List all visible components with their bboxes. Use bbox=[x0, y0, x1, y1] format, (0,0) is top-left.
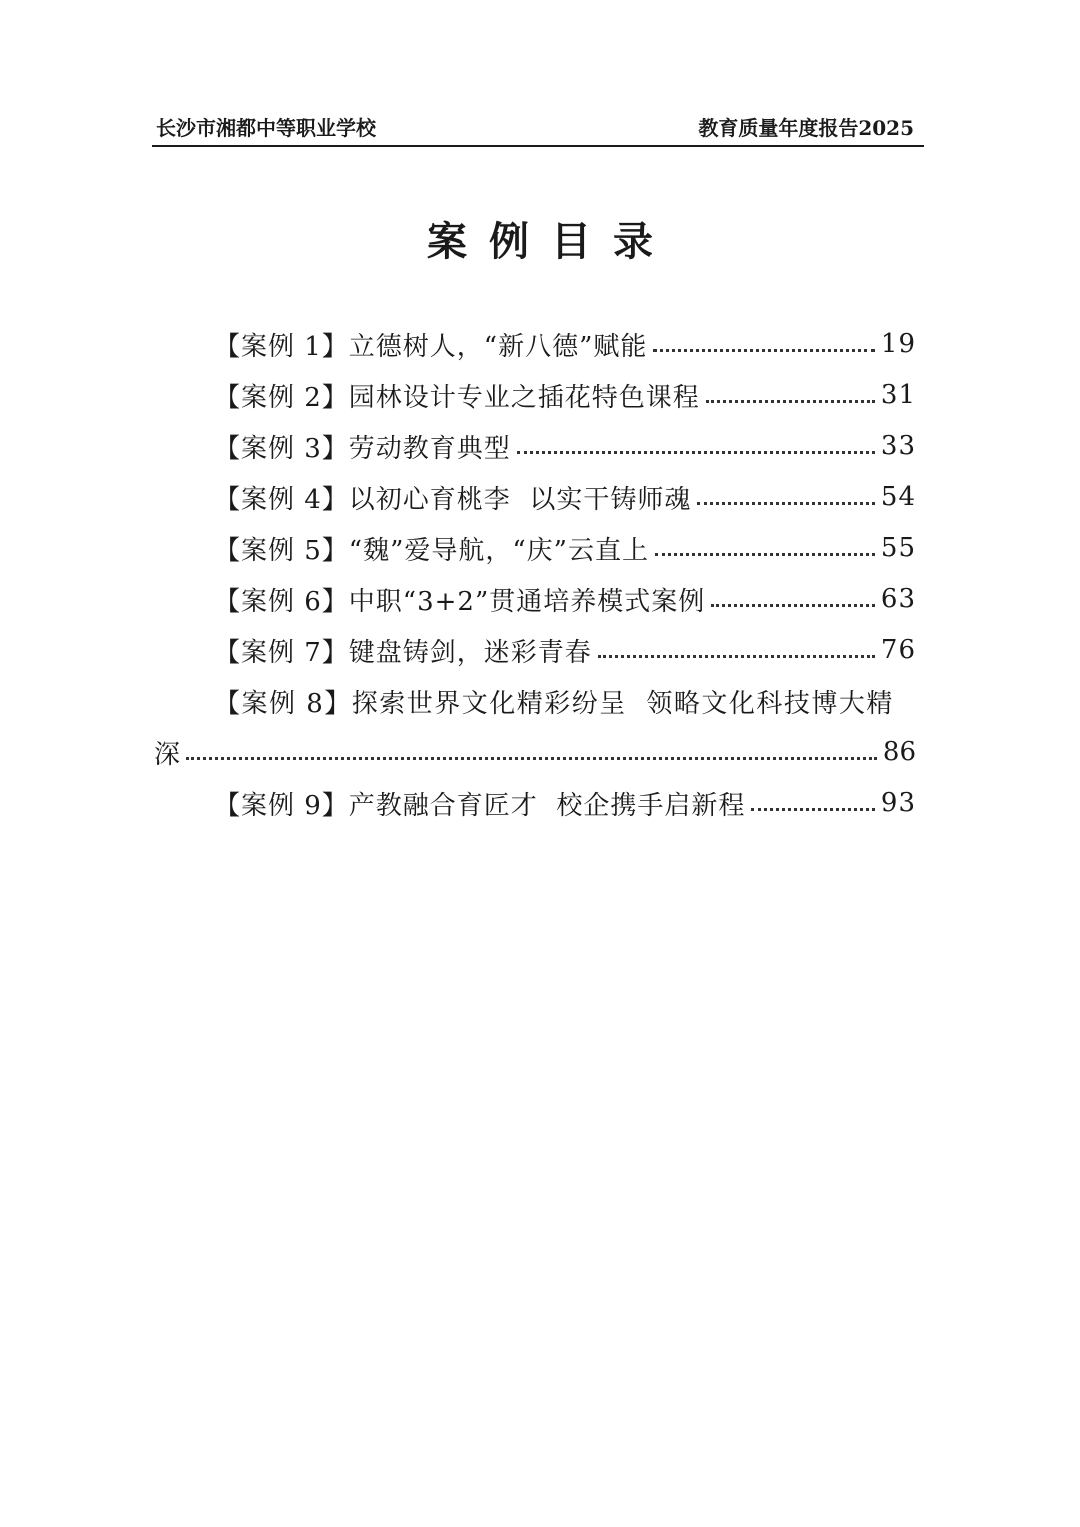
dot-leader bbox=[711, 604, 875, 607]
toc-entry-label: 【案例 5】“魏”爱导航，“庆”云直上 bbox=[214, 535, 649, 566]
dot-leader bbox=[655, 553, 875, 556]
dot-leader bbox=[653, 349, 875, 352]
toc-entry-label: 【案例 1】立德树人，“新八德”赋能 bbox=[214, 331, 648, 362]
toc-entry-page: 33 bbox=[880, 431, 916, 461]
report-title: 教育质量年度报告2025 bbox=[698, 116, 914, 140]
toc-entry-5[interactable] bbox=[214, 526, 916, 570]
toc-entry-page: 55 bbox=[880, 533, 916, 563]
toc-entry-3[interactable] bbox=[214, 424, 916, 468]
toc-entry-7[interactable] bbox=[214, 628, 916, 672]
toc-entry-4[interactable] bbox=[214, 475, 916, 519]
toc-entry-8[interactable] bbox=[214, 679, 934, 723]
page-header bbox=[152, 112, 924, 144]
toc-entry-8-continuation[interactable] bbox=[154, 730, 916, 774]
toc-entry-label: 【案例 3】劳动教育典型 bbox=[214, 433, 511, 464]
dot-leader bbox=[598, 655, 875, 658]
toc-entry-page: 76 bbox=[880, 635, 916, 665]
header-divider bbox=[152, 145, 924, 147]
toc-entry-6[interactable] bbox=[214, 577, 916, 621]
toc-entry-label: 【案例 7】键盘铸剑，迷彩青春 bbox=[214, 637, 592, 668]
dot-leader bbox=[706, 400, 875, 403]
toc-entry-page: 54 bbox=[880, 482, 916, 512]
dot-leader bbox=[517, 451, 875, 454]
toc-entry-page: 63 bbox=[880, 584, 916, 614]
dot-leader bbox=[697, 502, 875, 505]
toc-entry-9[interactable] bbox=[214, 781, 916, 825]
page-title: 案例目录 bbox=[427, 218, 675, 265]
toc-entry-page: 31 bbox=[880, 380, 916, 410]
toc-entry-page: 86 bbox=[882, 737, 916, 767]
toc-entry-label: 【案例 6】中职“3+2”贯通培养模式案例 bbox=[214, 586, 706, 617]
toc-entry-2[interactable] bbox=[214, 373, 916, 417]
toc-entry-label: 【案例 4】以初心育桃李 以实干铸师魂 bbox=[214, 484, 692, 515]
toc-entry-page: 19 bbox=[880, 329, 916, 359]
dot-leader bbox=[186, 757, 877, 760]
toc-entry-label: 【案例 2】园林设计专业之插花特色课程 bbox=[214, 382, 700, 413]
toc-entry-label-continuation: 深 bbox=[154, 739, 181, 770]
dot-leader bbox=[751, 808, 875, 811]
toc-entry-label: 【案例 8】探索世界文化精彩纷呈 领略文化科技博大精 bbox=[214, 688, 894, 719]
toc-entry-page: 93 bbox=[880, 788, 916, 818]
toc-entry-label: 【案例 9】产教融合育匠才 校企携手启新程 bbox=[214, 790, 746, 821]
toc-entry-1[interactable] bbox=[214, 322, 916, 366]
school-name: 长沙市湘都中等职业学校 bbox=[156, 116, 376, 140]
